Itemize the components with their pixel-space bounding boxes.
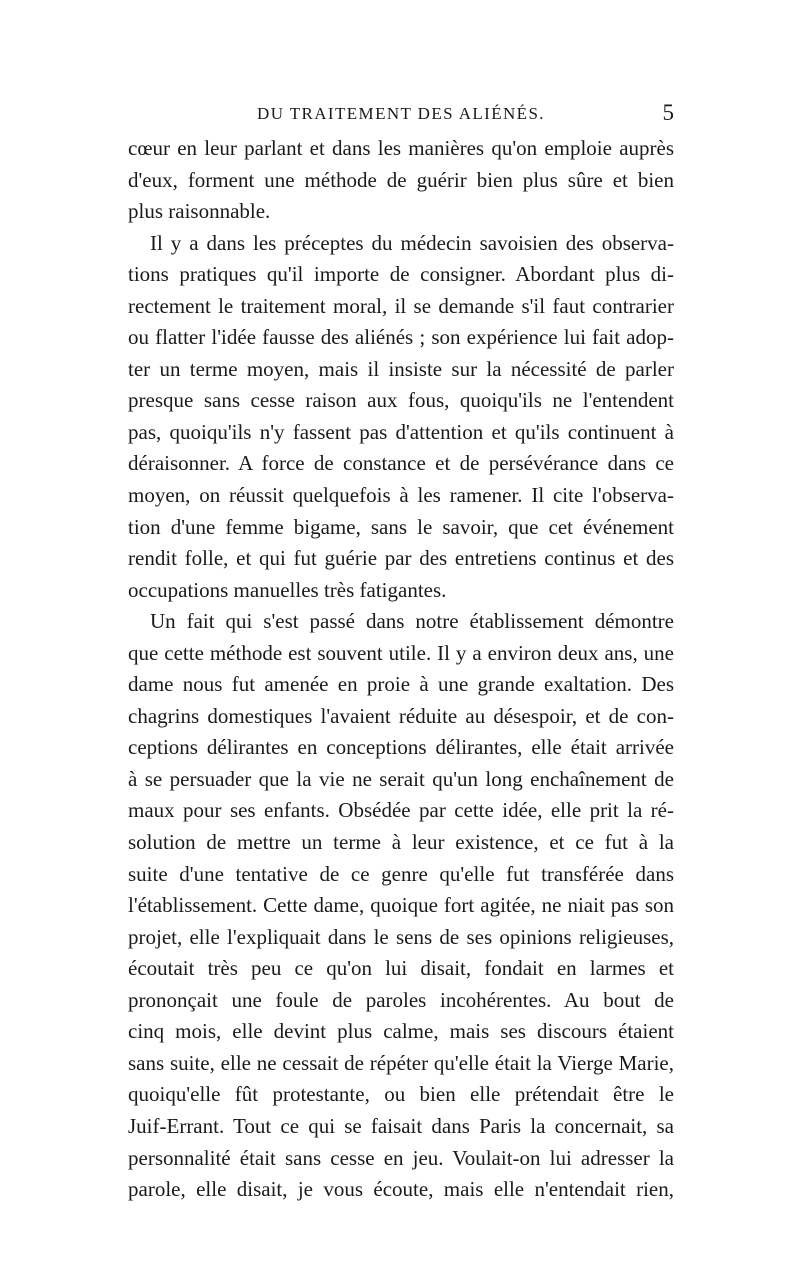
text-line: ou flatter l'idée fausse des aliénés ; son expérience lui fait adop-	[128, 325, 674, 350]
text-line: tions pratiques qu'il importe de consigner. Abordant plus di-	[128, 262, 674, 287]
text-line: Il y a dans les préceptes du médecin savoisien des observa-	[150, 230, 674, 255]
text-line: Juif-Errant. Tout ce qui se faisait dans Paris la concernait, sa	[128, 1113, 674, 1138]
text-line: cœur en leur parlant et dans les manières qu'on emploie auprès	[128, 136, 674, 160]
page-header	[128, 101, 674, 127]
text-line: presque sans cesse raison aux fous, quoiqu'ils ne l'entendent	[128, 388, 674, 413]
text-line: parole, elle disait, je vous écoute, mais elle n'entendait rien,	[128, 1177, 674, 1202]
text-line: personnalité était sans cesse en jeu. Voulait-on lui adresser la	[128, 1145, 674, 1170]
text-line: plus raisonnable.	[128, 199, 271, 224]
text-line: rectement le traitement moral, il se demande s'il faut contrarier	[128, 293, 674, 318]
text-line: solution de mettre un terme à leur existence, et ce fut à la	[128, 830, 674, 855]
text-line: pas, quoiqu'ils n'y fassent pas d'attention et qu'ils continuent à	[128, 419, 674, 444]
text-line: sans suite, elle ne cessait de répéter qu'elle était la Vierge Marie,	[128, 1050, 674, 1075]
text-line: cinq mois, elle devint plus calme, mais ses discours étaient	[128, 1019, 674, 1044]
text-line: maux pour ses enfants. Obsédée par cette idée, elle prit la ré-	[128, 798, 674, 823]
text-line: d'eux, forment une méthode de guérir bien plus sûre et bien	[128, 167, 674, 192]
text-line: déraisonner. A force de constance et de persévérance dans ce	[128, 451, 674, 476]
text-line: l'établissement. Cette dame, quoique fort agitée, ne niait pas son	[128, 893, 674, 918]
text-line: tion d'une femme bigame, sans le savoir, que cet événement	[128, 514, 674, 539]
text-line: prononçait une foule de paroles incohérentes. Au bout de	[128, 987, 674, 1012]
text-line: rendit folle, et qui fut guérie par des entretiens continus et des	[128, 546, 674, 571]
running-title: DU TRAITEMENT DES ALIÉNÉS.	[257, 104, 545, 123]
text-line: moyen, on réussit quelquefois à les ramener. Il cite l'observa-	[128, 483, 674, 508]
text-line: ter un terme moyen, mais il insiste sur la nécessité de parler	[128, 356, 674, 381]
text-line: projet, elle l'expliquait dans le sens de ses opinions religieuses,	[128, 924, 674, 949]
text-line: suite d'une tentative de ce genre qu'elle fut transférée dans	[128, 861, 674, 886]
page-number: 5	[662, 100, 674, 125]
body-text	[128, 133, 674, 1206]
text-line: que cette méthode est souvent utile. Il y a environ deux ans, une	[128, 640, 674, 665]
text-line: chagrins domestiques l'avaient réduite au désespoir, et de con-	[128, 703, 674, 728]
text-line: Un fait qui s'est passé dans notre établissement démontre	[150, 609, 674, 634]
text-line: à se persuader que la vie ne serait qu'un long enchaînement de	[128, 766, 674, 791]
text-line: écoutait très peu ce qu'on lui disait, fondait en larmes et	[128, 956, 674, 981]
text-line: ceptions délirantes en conceptions délirantes, elle était arrivée	[128, 735, 674, 760]
text-line: occupations manuelles très fatigantes.	[128, 577, 447, 602]
text-line: quoiqu'elle fût protestante, ou bien elle prétendait être le	[128, 1082, 674, 1107]
text-line: dame nous fut amenée en proie à une grande exaltation. Des	[128, 672, 674, 697]
